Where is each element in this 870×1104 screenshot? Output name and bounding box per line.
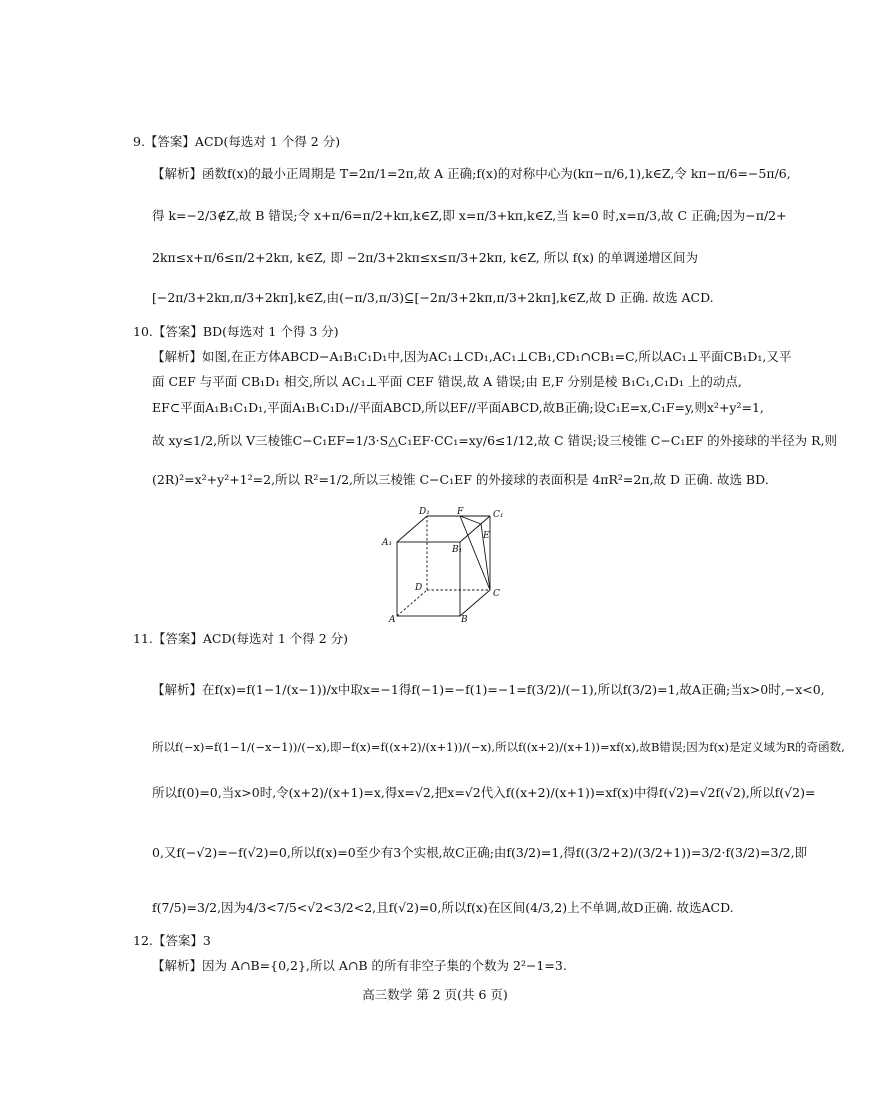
label-d: D xyxy=(415,583,423,593)
label-b1: B₁ xyxy=(452,545,463,555)
q9-analysis-line-3: 2kπ≤x+π/6≤π/2+2kπ, k∈Z, 即 −2π/3+2kπ≤x≤π/3+2kπ, k∈Z, 所以 f(x) 的单调递增区间为 xyxy=(152,250,699,265)
q9-analysis-line-2: 得 k=−2/3∉Z,故 B 错误;令 x+π/6=π/2+kπ,k∈Z,即 x=π/3+kπ,k∈Z,当 k=0 时,x=π/3,故 C 正确;因为−π/2+ xyxy=(152,208,787,223)
q9-answer-heading: 9.【答案】ACD(每选对 1 个得 2 分) xyxy=(133,134,341,149)
label-a: A xyxy=(389,615,396,623)
q9-analysis-line-4: [−2π/3+2kπ,π/3+2kπ],k∈Z,由(−π/3,π/3)⊆[−2π/3+2kπ,π/3+2kπ],k∈Z,故 D 正确. 故选 ACD. xyxy=(152,290,714,305)
q12-analysis-line-1: 【解析】因为 A∩B={0,2},所以 A∩B 的所有非空子集的个数为 2²−1=3. xyxy=(152,958,567,973)
q10-analysis-line-2: 面 CEF 与平面 CB₁D₁ 相交,所以 AC₁⊥平面 CEF 错误,故 A 错误;由 E,F 分别是棱 B₁C₁,C₁D₁ 上的动点, xyxy=(152,374,742,389)
q10-analysis-line-5: (2R)²=x²+y²+1²=2,所以 R²=1/2,所以三棱锥 C−C₁EF 的外接球的表面积是 4πR²=2π,故 D 正确. 故选 BD. xyxy=(152,472,769,487)
label-b: B xyxy=(461,615,468,623)
q11-analysis-line-1: 【解析】在f(x)=f(1−1/(x−1))/x中取x=−1得f(−1)=−f(1)=−1=f(3/2)/(−1),所以f(3/2)=1,故A正确;当x>0时,−x<0, xyxy=(152,682,825,697)
q11-analysis-line-4: 0,又f(−√2)=−f(√2)=0,所以f(x)=0至少有3个实根,故C正确;由f(3/2)=1,得f((3/2+2)/(3/2+1))=3/2·f(3/2)=3/2,即 xyxy=(152,845,808,860)
q9-analysis-line-1: 【解析】函数f(x)的最小正周期是 T=2π/1=2π,故 A 正确;f(x)的对称中心为(kπ−π/6,1),k∈Z,令 kπ−π/6=−5π/6, xyxy=(152,166,791,181)
q12-answer-heading: 12.【答案】3 xyxy=(133,933,211,948)
q11-analysis-line-2: 所以f(−x)=f(1−1/(−x−1))/(−x),即−f(x)=f((x+2)/(x+1))/(−x),所以f((x+2)/(x+1))=xf(x),故B错误;因为f(x)是定义域为R的奇函数, xyxy=(152,740,845,754)
q11-answer-heading: 11.【答案】ACD(每选对 1 个得 2 分) xyxy=(133,631,349,646)
label-a1: A₁ xyxy=(382,538,393,548)
label-f: F xyxy=(457,507,464,517)
page-footer: 高三数学 第 2 页(共 6 页) xyxy=(362,987,508,1002)
label-c: C xyxy=(493,589,500,599)
label-d1: D₁ xyxy=(419,507,430,517)
q10-analysis-line-1: 【解析】如图,在正方体ABCD−A₁B₁C₁D₁中,因为AC₁⊥CD₁,AC₁⊥CB₁,CD₁∩CB₁=C,所以AC₁⊥平面CB₁D₁,又平 xyxy=(152,349,792,364)
cube-figure xyxy=(375,503,510,623)
label-c1: C₁ xyxy=(493,510,504,520)
q10-analysis-line-3: EF⊂平面A₁B₁C₁D₁,平面A₁B₁C₁D₁//平面ABCD,所以EF//平面ABCD,故B正确;设C₁E=x,C₁F=y,则x²+y²=1, xyxy=(152,400,764,415)
label-e: E xyxy=(483,531,490,541)
q11-analysis-line-5: f(7/5)=3/2,因为4/3<7/5<√2<3/2<2,且f(√2)=0,所以f(x)在区间(4/3,2)上不单调,故D正确. 故选ACD. xyxy=(152,900,734,915)
q11-analysis-line-3: 所以f(0)=0,当x>0时,令(x+2)/(x+1)=x,得x=√2,把x=√2代入f((x+2)/(x+1))=xf(x)中得f(√2)=√2f(√2),所以f(√2)= xyxy=(152,785,816,800)
q10-analysis-line-4: 故 xy≤1/2,所以 V三棱锥C−C₁EF=1/3·S△C₁EF·CC₁=xy/6≤1/12,故 C 错误;设三棱锥 C−C₁EF 的外接球的半径为 R,则 xyxy=(152,433,837,448)
q10-answer-heading: 10.【答案】BD(每选对 1 个得 3 分) xyxy=(133,324,339,339)
